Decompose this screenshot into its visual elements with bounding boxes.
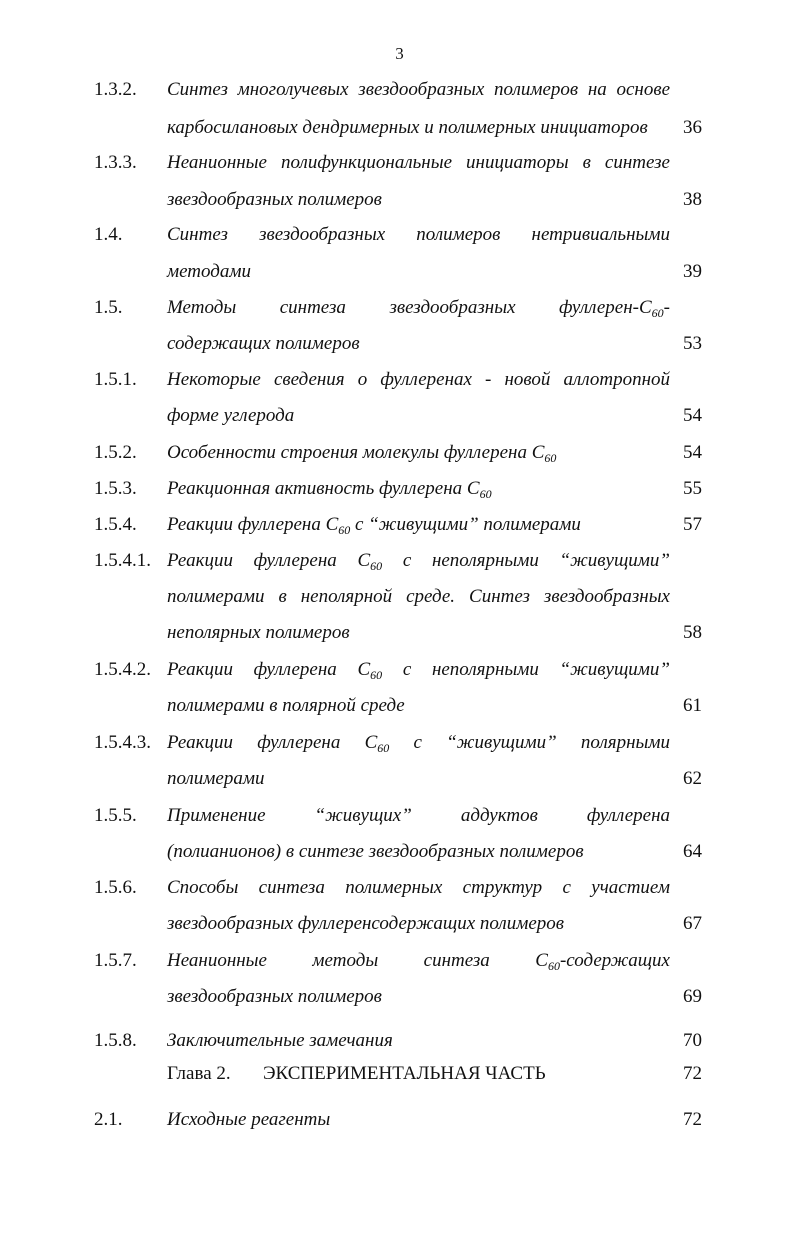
toc-entry-title: Исходные реагенты	[167, 1109, 331, 1130]
subscript-60: 60	[651, 306, 664, 320]
toc-entry-title: Реакции фуллерена $C_{60}$ с “живущими” полярными	[167, 732, 670, 755]
toc-entry-title: Методы синтеза звездообразных фуллерен-$C_{60}-$	[167, 297, 670, 320]
toc-entry-title: (полианионов) в синтезе звездообразных полимеров	[167, 841, 584, 862]
toc-entry-title: Особенности строения молекулы фуллерена $C_{60}$	[167, 442, 557, 465]
toc-entry-title: содержащих полимеров	[167, 333, 360, 354]
toc-entry-number: 1.5.2.	[94, 442, 137, 463]
toc-entry-title: полимерами в неполярной среде. Синтез звездообразных	[167, 586, 670, 607]
toc-entry-title: Реакционная активность фуллерена $C_{60}$	[167, 478, 492, 501]
toc-entry-page: 69	[683, 986, 702, 1007]
toc-entry-number: 1.5.4.1.	[94, 550, 151, 571]
subscript-60: 60	[547, 959, 560, 973]
toc-entry-page: 38	[683, 189, 702, 210]
toc-entry-page: 70	[683, 1030, 702, 1051]
toc-entry-page: 62	[683, 768, 702, 789]
toc-entry-number: 1.5.6.	[94, 877, 137, 898]
toc-entry-page: 64	[683, 841, 702, 862]
toc-entry-page: 36	[683, 117, 702, 138]
toc-entry-title: Неанионные методы синтеза $C_{60}$-содержащих	[167, 950, 670, 973]
toc-entry-page: 67	[683, 913, 702, 934]
toc-entry-number: 1.4.	[94, 224, 123, 245]
toc-entry-title: Синтез многолучевых звездообразных полимеров на основе	[167, 79, 670, 100]
chapter-title: ЭКСПЕРИМЕНТАЛЬНАЯ ЧАСТЬ	[263, 1063, 546, 1084]
toc-entry-page: 72	[683, 1063, 702, 1084]
toc-entry-number: 2.1.	[94, 1109, 123, 1130]
toc-entry-title: Неанионные полифункциональные инициаторы в синтезе	[167, 152, 670, 173]
toc-entry-page: 72	[683, 1109, 702, 1130]
toc-entry-title: Реакции фуллерена $C_{60}$ с “живущими” полимерами	[167, 514, 581, 537]
toc-entry-number: 1.5.5.	[94, 805, 137, 826]
subscript-60: 60	[370, 668, 383, 682]
toc-entry-title: методами	[167, 261, 252, 282]
toc-entry-title: Заключительные замечания	[167, 1030, 393, 1051]
toc-entry-title: Реакции фуллерена $C_{60}$ с неполярными “живущими”	[167, 550, 671, 573]
toc-entry-number: 1.5.4.3.	[94, 732, 151, 753]
toc-entry-number: 1.5.4.	[94, 514, 137, 535]
toc-entry-number: 1.5.	[94, 297, 123, 318]
subscript-60: 60	[338, 523, 351, 537]
subscript-60: 60	[479, 487, 492, 501]
subscript-60: 60	[370, 559, 383, 573]
toc-entry-title: звездообразных фуллеренсодержащих полимеров	[167, 913, 565, 934]
toc-entry-number: 1.3.3.	[94, 152, 137, 173]
toc-entry-title: неполярных полимеров	[167, 622, 350, 643]
toc-entry-title: полимерами	[167, 768, 265, 789]
toc-entry-title: полимерами в полярной среде	[167, 695, 405, 716]
subscript-60: 60	[377, 741, 390, 755]
chapter-heading	[167, 1061, 670, 1087]
toc-entry-number: 1.5.4.2.	[94, 659, 151, 680]
chapter-label: Глава 2.	[167, 1063, 231, 1084]
toc-entry-title: Синтез звездообразных полимеров нетривиальными	[167, 224, 670, 245]
toc-entry-page: 39	[683, 261, 702, 282]
toc-entry-title: форме углерода	[167, 405, 295, 426]
toc-entry-title: Некоторые сведения о фуллеренах - новой аллотропной	[167, 369, 670, 390]
toc-entry-title: звездообразных полимеров	[167, 986, 382, 1007]
toc-entry-page: 58	[683, 622, 702, 643]
toc-entry-page: 57	[683, 514, 702, 535]
toc-entry-title: звездообразных полимеров	[167, 189, 382, 210]
toc-entry-title: Реакции фуллерена $C_{60}$ с неполярными “живущими”	[167, 659, 671, 682]
toc-entry-title: Применение “живущих” аддуктов фуллерена	[167, 805, 670, 826]
toc-entry-number: 1.5.8.	[94, 1030, 137, 1051]
toc-entry-number: 1.3.2.	[94, 79, 137, 100]
toc-entry-number: 1.5.1.	[94, 369, 137, 390]
toc-entry-page: 54	[683, 442, 702, 463]
toc-entry-page: 54	[683, 405, 702, 426]
toc-entry-number: 1.5.3.	[94, 478, 137, 499]
toc-entry-title: Способы синтеза полимерных структур с участием	[167, 877, 670, 898]
page-number: 3	[395, 44, 404, 63]
subscript-60: 60	[544, 451, 557, 465]
toc-entry-page: 61	[683, 695, 702, 716]
toc-entry-page: 53	[683, 333, 702, 354]
toc-entry-title: карбосилановых дендримерных и полимерных инициаторов	[167, 117, 648, 138]
toc-entry-number: 1.5.7.	[94, 950, 137, 971]
toc-entry-page: 55	[683, 478, 702, 499]
